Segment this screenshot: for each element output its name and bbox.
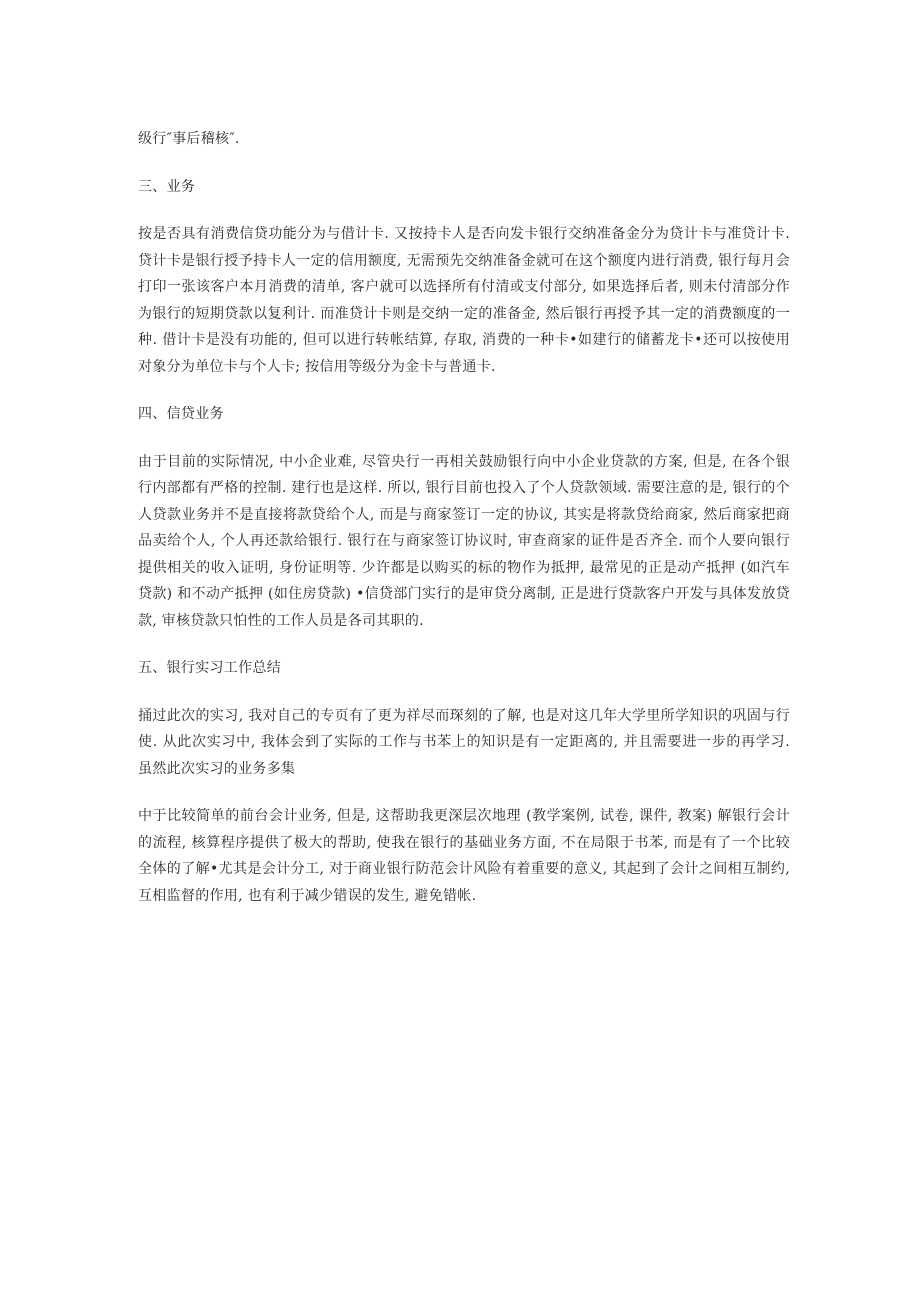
section-paragraph: 中于比较简单的前台会计业务, 但是, 这帮助我更深层次地理 (教学案例, 试卷, 课件, 教案) 解银行会计的流程, 核算程序提供了极大的帮助, 使我在银行的基础业务方面, 不在局限于书苯, 而是有了一个比较全体的了解•尤其是会计分工, 对于商业银行防范会计风险有着重要的意义, 其起到了会计之间相互制约, 互相监督的作用, 也有利于减少错误的发生, 避免错帐. — [138, 808, 790, 904]
document-body — [138, 126, 790, 930]
intro-line: 级行″事后稽核″. — [138, 131, 240, 147]
section-heading-credit-business: 四、信贷业务 — [138, 406, 224, 422]
section-paragraph: 按是否具有消费信贷功能分为与借计卡. 又按持卡人是否向发卡银行交纳准备金分为贷计卡与准贷计卡. 贷计卡是银行授予持卡人一定的信用额度, 无需预先交纳准备金就可在这个额度内进行消费, 银行每月会打印一张该客户本月消费的清单, 客户就可以选择所有付清或支付部分, 如果选择后者, 则未付清部分作为银行的短期贷款以复利计. 而准贷计卡则是交纳一定的准备金, 然后银行再授予其一定的消费额度的一种. 借计卡是没有功能的, 但可以进行转帐结算, 存取, 消费的一种卡•如建行的储蓄龙卡•还可以按使用对象分为单位卡与个人卡; 按信用等级分为金卡与普通卡. — [138, 226, 790, 375]
section-heading-business: 三、业务 — [138, 178, 196, 195]
section-heading-internship-summary: 五、银行实习工作总结 — [138, 660, 281, 676]
section-paragraph: 捅过此次的实习, 我对自己的专页有了更为祥尽而琛刻的了解, 也是对这几年大学里所学知识的巩固与行使. 从此次实习中, 我体会到了实际的工作与书苯上的知识是有一定距离的, 并且需要进一步的再学习. 虽然此次实习的业务多集 — [138, 707, 790, 777]
section-paragraph: 由于目前的实际情况, 中小企业难, 尽管央行一再相关鼓励银行向中小企业贷款的方案, 但是, 在各个银行内部都有严格的控制. 建行也是这样. 所以, 银行目前也投入了个人贷款领域. 需要注意的是, 银行的个人贷款业务并不是直接将款贷给个人, 而是与商家签订一定的协议, 其实是将款贷给商家, 然后商家把商品卖给个人, 个人再还款给银行. 银行在与商家签订协议时, 审查商家的证件是否齐全. 而个人要向银行提供相关的收入证明, 身份证明等. 少许都是以购买的标的物作为抵押, 最常见的正是动产抵押 (如汽车贷款) 和不动产抵押 (如住房贷款) •信贷部门实行的是审贷分离制, 正是进行贷款客户开发与具体发放贷款, 审核贷款只怕性的工作人员是各司其职的. — [138, 453, 790, 629]
